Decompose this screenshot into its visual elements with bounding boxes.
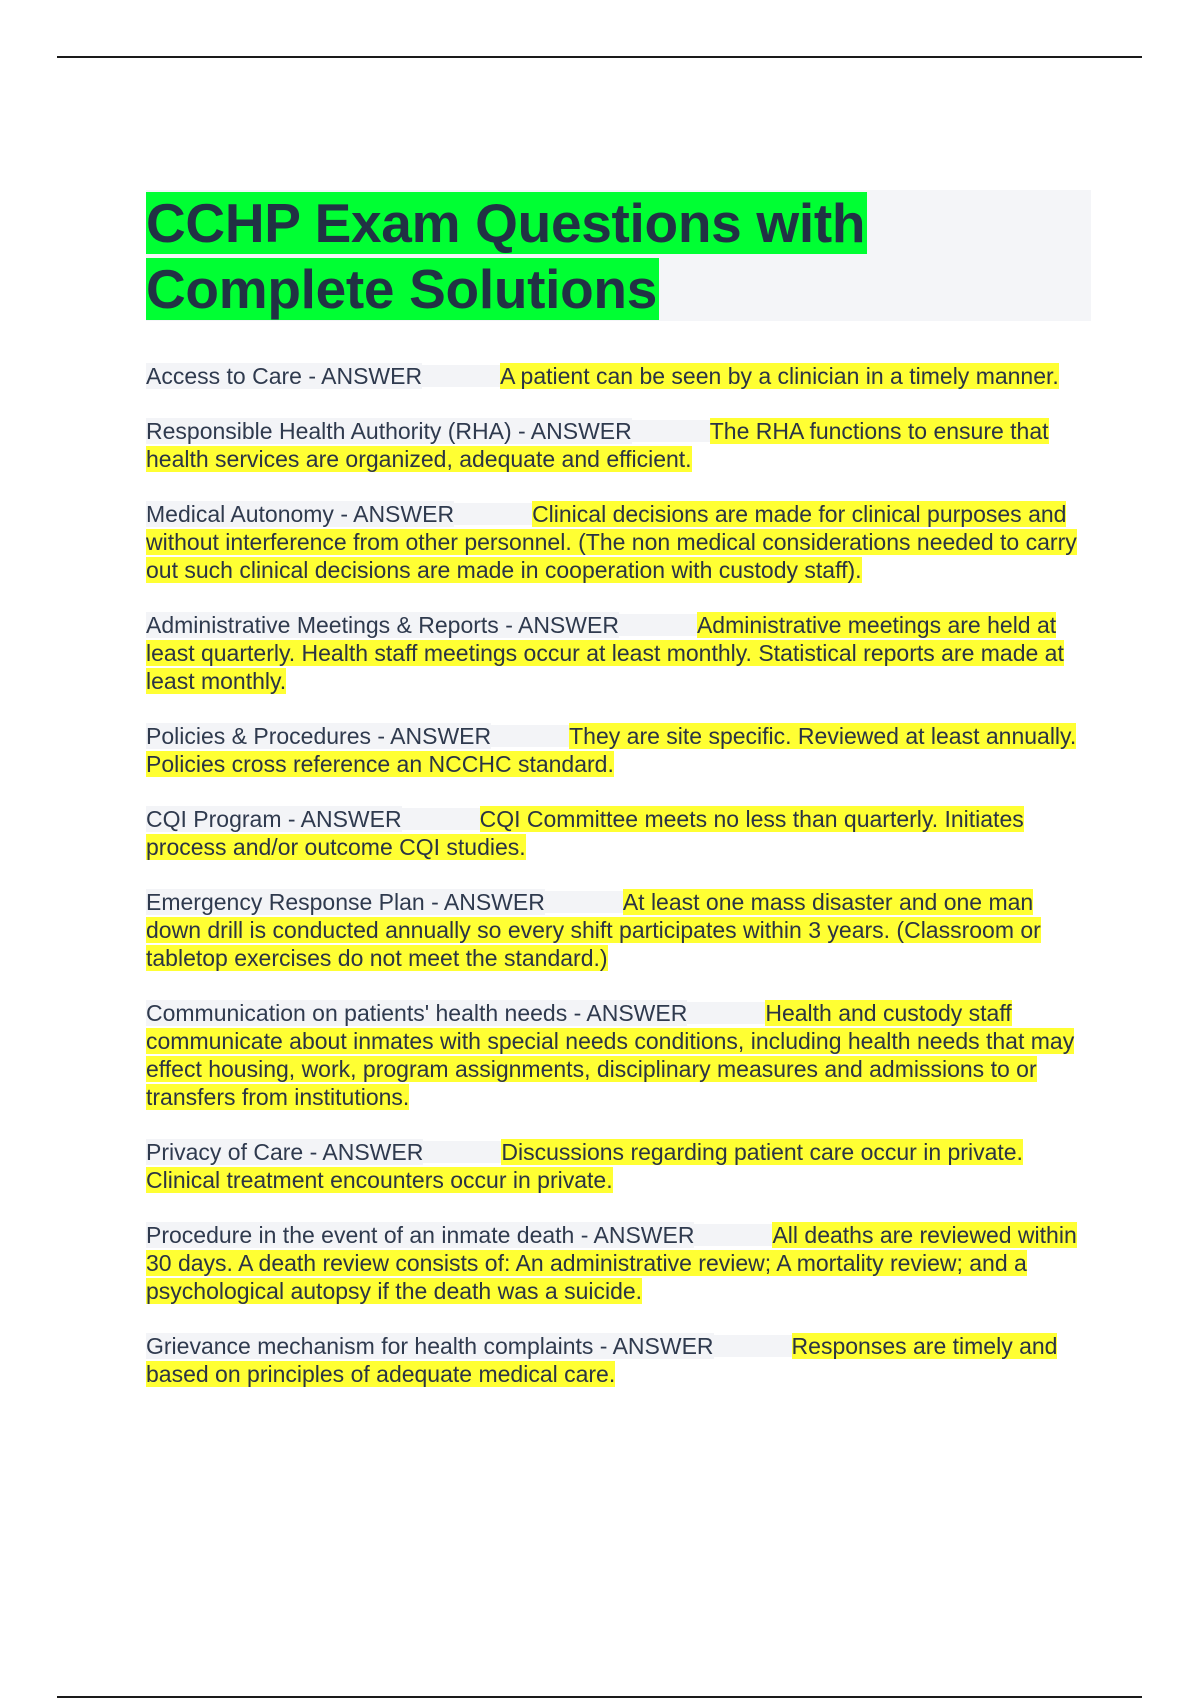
question-term: Procedure in the event of an inmate death - ANSWER — [146, 1222, 695, 1248]
document-title-text: CCHP Exam Questions with Complete Solutions — [146, 192, 866, 320]
qa-item-privacy — [146, 1138, 1086, 1194]
answer-text: Health and custody staff communicate about inmates with special needs conditions, including health needs that may effect housing, work, program assignments, disciplinary measures and admissions to or transfers from institutions. — [146, 1000, 1075, 1110]
qa-item-rha — [146, 417, 1086, 473]
bottom-rule — [57, 1696, 1142, 1698]
qa-item-inmate-death — [146, 1221, 1086, 1305]
question-term: Medical Autonomy - ANSWER — [146, 501, 455, 527]
qa-item-emergency-plan — [146, 888, 1086, 972]
answer-text: All deaths are reviewed within 30 days. A death review consists of: An administrative review; A mortality review; and a psychological autopsy if the death was a suicide. — [146, 1222, 1077, 1304]
answer-text: Responses are timely and based on principles of adequate medical care. — [146, 1333, 1058, 1387]
question-term: Access to Care - ANSWER — [146, 363, 423, 389]
answer-gap — [714, 1335, 792, 1357]
title-block — [146, 190, 1091, 321]
answer-text: Administrative meetings are held at least quarterly. Health staff meetings occur at least monthly. Statistical reports are made at least monthly. — [146, 612, 1064, 694]
answer-gap — [402, 808, 480, 830]
qa-item-policies — [146, 722, 1086, 778]
answer-gap — [687, 1002, 765, 1024]
qa-item-access-to-care — [146, 362, 1086, 390]
question-term: Policies & Procedures - ANSWER — [146, 723, 492, 749]
question-term: Communication on patients' health needs - ANSWER — [146, 1000, 688, 1026]
answer-gap — [454, 503, 532, 525]
answer-gap — [422, 365, 500, 387]
answer-text: At least one mass disaster and one man down drill is conducted annually so every shift participates within 3 years. (Classroom or tabletop exercises do not meet the standard.) — [146, 889, 1041, 971]
qa-item-admin-meetings — [146, 611, 1086, 695]
answer-text: They are site specific. Reviewed at least annually. Policies cross reference an NCCHC standard. — [146, 723, 1077, 777]
answer-text: CQI Committee meets no less than quarterly. Initiates process and/or outcome CQI studies. — [146, 806, 1024, 860]
answer-gap — [694, 1224, 772, 1246]
answer-gap — [619, 614, 697, 636]
question-term: Administrative Meetings & Reports - ANSWER — [146, 612, 619, 638]
answer-text: The RHA functions to ensure that health services are organized, adequate and efficient. — [146, 418, 1049, 472]
question-term: CQI Program - ANSWER — [146, 806, 402, 832]
answer-gap — [491, 725, 569, 747]
answer-text: A patient can be seen by a clinician in a timely manner. — [500, 363, 1059, 389]
qa-item-communication — [146, 999, 1086, 1111]
answer-text: Clinical decisions are made for clinical purposes and without interference from other personnel. (The non medical considerations needed to carry out such clinical decisions are made in cooperation with custody staff). — [146, 501, 1077, 583]
answer-gap — [423, 1141, 501, 1163]
question-term: Privacy of Care - ANSWER — [146, 1139, 424, 1165]
question-term: Grievance mechanism for health complaints - ANSWER — [146, 1333, 714, 1359]
answer-gap — [545, 891, 623, 913]
qa-list — [146, 362, 1086, 1415]
answer-gap — [632, 420, 710, 442]
qa-item-cqi — [146, 805, 1086, 861]
answer-text: Discussions regarding patient care occur in private. Clinical treatment encounters occur in private. — [146, 1139, 1023, 1193]
top-rule — [57, 56, 1142, 58]
question-term: Emergency Response Plan - ANSWER — [146, 889, 545, 915]
document-title — [146, 190, 1091, 322]
qa-item-medical-autonomy — [146, 500, 1086, 584]
qa-item-grievance — [146, 1332, 1086, 1388]
question-term: Responsible Health Authority (RHA) - ANSWER — [146, 418, 632, 444]
